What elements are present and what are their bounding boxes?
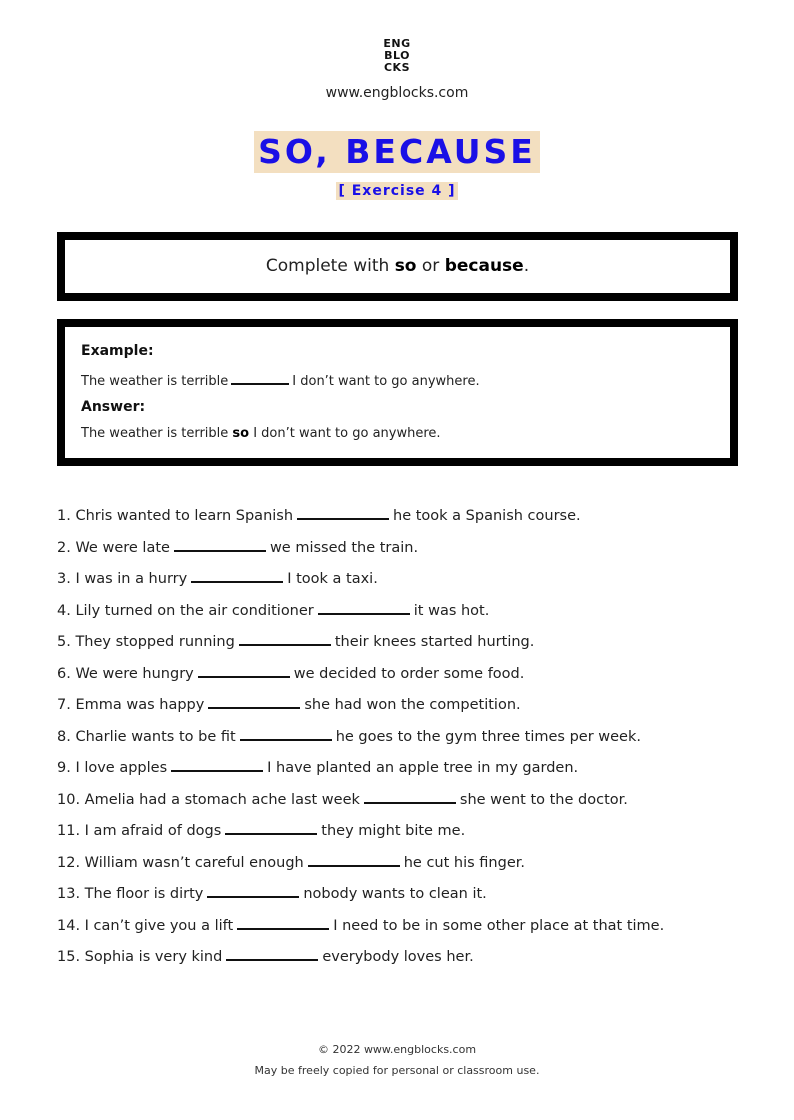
answer-word: so xyxy=(232,426,250,441)
exercise-item xyxy=(57,755,757,787)
instruction-middle: or xyxy=(416,256,445,276)
exercise-item xyxy=(57,850,757,882)
footer-license: May be freely copied for personal or classroom use. xyxy=(254,1064,540,1077)
answer-blank[interactable] xyxy=(226,944,318,961)
example-after: I don’t want to go anywhere. xyxy=(292,374,480,389)
item-text-after: he cut his finger. xyxy=(403,854,525,871)
exercise-item xyxy=(57,724,757,756)
item-text-after: I need to be in some other place at that time. xyxy=(333,917,665,934)
exercise-item xyxy=(57,566,757,598)
exercise-item xyxy=(57,535,757,567)
item-text-before: 8. Charlie wants to be fit xyxy=(57,728,236,745)
logo-line-3: CKS xyxy=(383,61,411,74)
answer-label: Answer: xyxy=(81,399,146,415)
answer-blank[interactable] xyxy=(364,787,456,804)
logo-line-2: BLO xyxy=(384,49,410,62)
answer-blank[interactable] xyxy=(208,692,300,709)
item-text-before: 1. Chris wanted to learn Spanish xyxy=(57,508,294,524)
exercise-item xyxy=(57,692,757,724)
item-text-before: 2. We were late xyxy=(57,539,170,556)
exercise-item xyxy=(57,661,757,693)
answer-before: The weather is terrible xyxy=(81,426,233,441)
item-text-after: she had won the competition. xyxy=(304,697,521,713)
answer-blank[interactable] xyxy=(207,881,299,898)
item-text-after: everybody loves her. xyxy=(322,949,474,965)
instruction-box xyxy=(57,232,738,301)
item-text-after: I took a taxi. xyxy=(287,571,378,587)
instruction-option-because: because xyxy=(444,256,524,276)
answer-blank[interactable] xyxy=(237,913,329,930)
instruction-prefix: Complete with xyxy=(265,256,395,276)
item-text-after: I have planted an apple tree in my garden. xyxy=(267,760,579,776)
item-text-before: 11. I am afraid of dogs xyxy=(57,823,222,839)
item-text-after: nobody wants to clean it. xyxy=(303,886,487,902)
item-text-before: 4. Lily turned on the air conditioner xyxy=(57,602,314,619)
answer-after: I don’t want to go anywhere. xyxy=(249,426,441,441)
item-text-after: she went to the doctor. xyxy=(459,791,628,808)
answer-blank[interactable] xyxy=(191,566,283,583)
item-text-after: we missed the train. xyxy=(269,539,419,556)
answer-blank[interactable] xyxy=(308,850,400,867)
answer-blank[interactable] xyxy=(240,724,332,741)
item-text-before: 12. William wasn’t careful enough xyxy=(57,854,304,871)
answer-blank[interactable] xyxy=(318,598,410,615)
item-text-after: their knees started hurting. xyxy=(334,634,535,650)
logo xyxy=(0,38,794,74)
logo-line-1: ENG xyxy=(383,37,411,50)
item-text-before: 7. Emma was happy xyxy=(57,697,205,713)
item-text-before: 6. We were hungry xyxy=(57,665,194,682)
item-text-after: he goes to the gym three times per week. xyxy=(335,728,641,745)
item-text-after: it was hot. xyxy=(413,602,490,619)
item-text-before: 13. The floor is dirty xyxy=(57,886,204,902)
answer-blank[interactable] xyxy=(225,818,317,835)
item-text-after: he took a Spanish course. xyxy=(393,508,581,524)
exercise-item xyxy=(57,598,757,630)
example-box xyxy=(57,319,738,466)
example-before: The weather is terrible xyxy=(81,374,229,389)
item-text-before: 10. Amelia had a stomach ache last week xyxy=(57,791,360,808)
exercise-list xyxy=(57,503,757,976)
exercise-item xyxy=(57,629,757,661)
exercise-item xyxy=(57,818,757,850)
site-url: www.engblocks.com xyxy=(325,85,469,101)
item-text-before: 3. I was in a hurry xyxy=(57,571,188,587)
item-text-before: 5. They stopped running xyxy=(57,634,235,650)
exercise-item xyxy=(57,503,757,535)
exercise-item xyxy=(57,913,757,945)
example-blank xyxy=(231,371,289,385)
instruction-option-so: so xyxy=(394,256,417,276)
item-text-after: we decided to order some food. xyxy=(293,665,525,682)
exercise-label: [ Exercise 4 ] xyxy=(338,183,456,199)
exercise-item xyxy=(57,787,757,819)
item-text-before: 9. I love apples xyxy=(57,760,168,776)
answer-blank[interactable] xyxy=(171,755,263,772)
answer-blank[interactable] xyxy=(198,661,290,678)
answer-blank[interactable] xyxy=(174,535,266,552)
answer-blank[interactable] xyxy=(239,629,331,646)
item-text-after: they might bite me. xyxy=(321,823,466,839)
answer-blank[interactable] xyxy=(297,503,389,520)
example-sentence xyxy=(81,371,480,389)
exercise-item xyxy=(57,944,757,976)
example-label: Example: xyxy=(81,343,154,359)
page-title: SO, BECAUSE xyxy=(254,131,540,173)
item-text-before: 14. I can’t give you a lift xyxy=(57,917,234,934)
answer-sentence xyxy=(81,426,441,441)
exercise-item xyxy=(57,881,757,913)
item-text-before: 15. Sophia is very kind xyxy=(57,949,223,965)
footer-copyright: © 2022 www.engblocks.com xyxy=(317,1043,477,1056)
instruction-suffix: . xyxy=(523,256,530,276)
